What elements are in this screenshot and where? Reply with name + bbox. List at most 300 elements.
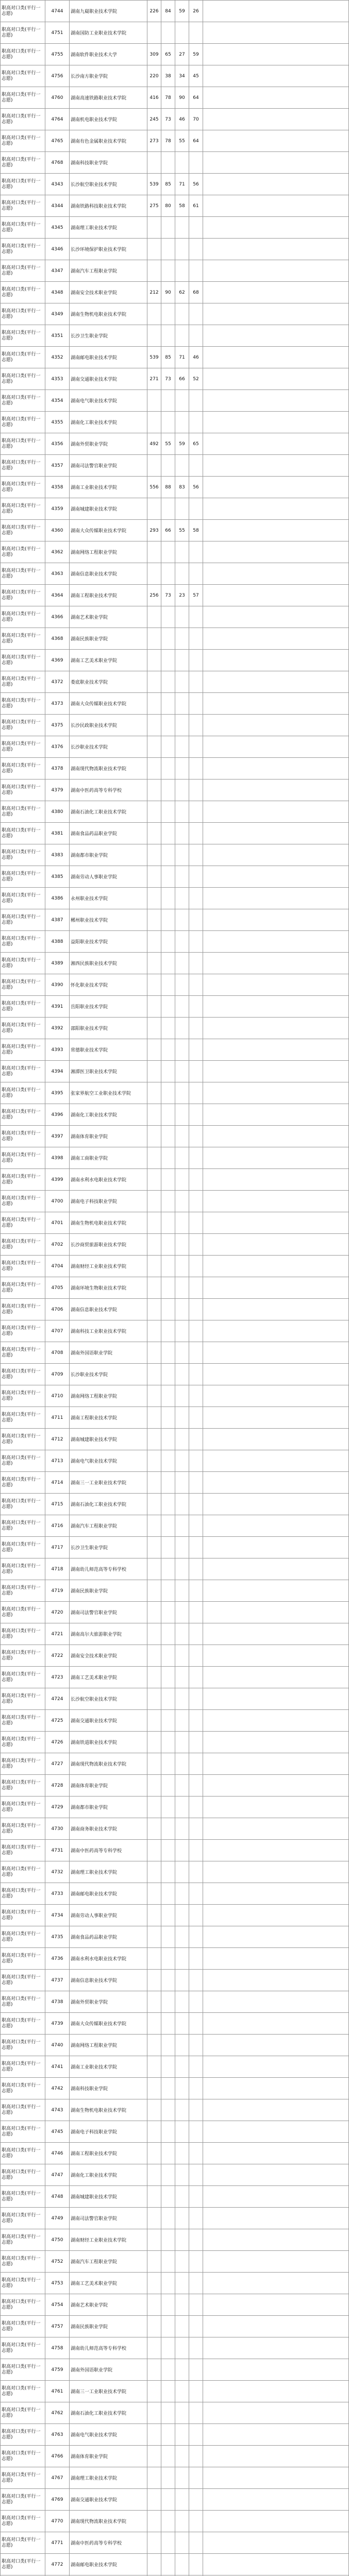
table-row <box>1 2489 349 2511</box>
batch-cell: 职高对口类(平行一志愿) <box>1 1948 45 1970</box>
math-cell <box>175 1558 189 1580</box>
note-cell <box>203 1883 349 1905</box>
english-cell <box>189 1082 203 1104</box>
batch-cell: 职高对口类(平行一志愿) <box>1 2467 45 2489</box>
school-cell: 湖南商务职业技术学院 <box>70 1818 147 1840</box>
school-cell: 永州职业技术学院 <box>70 888 147 909</box>
english-cell <box>189 412 203 433</box>
chinese-cell <box>161 1407 175 1429</box>
chinese-cell <box>161 1104 175 1126</box>
english-cell <box>189 1494 203 1515</box>
table-row <box>1 1905 349 1926</box>
table-row <box>1 368 349 390</box>
batch-cell: 职高对口类(平行一志愿) <box>1 303 45 325</box>
math-cell <box>175 2251 189 2273</box>
table-row <box>1 1645 349 1667</box>
school-cell: 长沙环境保护职业技术学院 <box>70 239 147 260</box>
school-cell: 湖南大众传媒职业技术学院 <box>70 520 147 541</box>
batch-cell: 职高对口类(平行一志愿) <box>1 1385 45 1407</box>
school-cell: 湖南交通职业技术学院 <box>70 1710 147 1732</box>
table-row <box>1 282 349 303</box>
school-cell: 湖南交通职业技术学院 <box>70 2489 147 2511</box>
code-cell: 4731 <box>45 1840 70 1861</box>
note-cell <box>203 1407 349 1429</box>
note-cell <box>203 433 349 455</box>
note-cell <box>203 2099 349 2121</box>
chinese-cell <box>161 1494 175 1515</box>
math-cell: 59 <box>175 433 189 455</box>
chinese-cell: 73 <box>161 368 175 390</box>
batch-cell: 职高对口类(平行一志愿) <box>1 1039 45 1061</box>
table-row <box>1 2186 349 2208</box>
math-cell <box>175 2554 189 2575</box>
table-row <box>1 2446 349 2467</box>
math-cell <box>175 1732 189 1753</box>
code-cell: 4398 <box>45 1147 70 1169</box>
batch-cell: 职高对口类(平行一志愿) <box>1 1515 45 1537</box>
batch-cell: 职高对口类(平行一志愿) <box>1 888 45 909</box>
english-cell <box>189 2446 203 2467</box>
score-cell <box>147 606 161 628</box>
school-cell: 湖南中医药高等专科学校 <box>70 1840 147 1861</box>
chinese-cell <box>161 2013 175 2035</box>
note-cell <box>203 2467 349 2489</box>
table-row <box>1 347 349 368</box>
note-cell <box>203 1970 349 1991</box>
english-cell <box>189 325 203 347</box>
batch-cell: 职高对口类(平行一志愿) <box>1 563 45 585</box>
school-cell: 湖南财经工业职业技术学院 <box>70 2229 147 2251</box>
table-row <box>1 1191 349 1212</box>
english-cell <box>189 1126 203 1147</box>
english-cell <box>189 2099 203 2121</box>
table-row <box>1 1061 349 1082</box>
chinese-cell <box>161 693 175 715</box>
table-row <box>1 325 349 347</box>
note-cell <box>203 2402 349 2424</box>
score-cell <box>147 2013 161 2035</box>
english-cell <box>189 1450 203 1472</box>
code-cell: 4751 <box>45 22 70 44</box>
school-cell: 湖南交通职业技术学院 <box>70 368 147 390</box>
note-cell <box>203 2489 349 2511</box>
english-cell <box>189 390 203 412</box>
school-cell: 长沙卫生职业学院 <box>70 325 147 347</box>
batch-cell: 职高对口类(平行一志愿) <box>1 1840 45 1861</box>
note-cell <box>203 412 349 433</box>
code-cell: 4723 <box>45 1667 70 1688</box>
note-cell <box>203 1753 349 1775</box>
code-cell: 4701 <box>45 1212 70 1234</box>
chinese-cell <box>161 715 175 736</box>
batch-cell: 职高对口类(平行一志愿) <box>1 715 45 736</box>
batch-cell: 职高对口类(平行一志愿) <box>1 109 45 130</box>
table-row <box>1 195 349 217</box>
batch-cell: 职高对口类(平行一志愿) <box>1 2251 45 2273</box>
table-row <box>1 1602 349 1623</box>
math-cell <box>175 2208 189 2229</box>
batch-cell: 职高对口类(平行一志愿) <box>1 1342 45 1364</box>
chinese-cell <box>161 628 175 650</box>
code-cell: 4746 <box>45 2143 70 2164</box>
code-cell: 4756 <box>45 65 70 87</box>
math-cell <box>175 498 189 520</box>
math-cell <box>175 1905 189 1926</box>
table-row <box>1 1861 349 1883</box>
table-row <box>1 1732 349 1753</box>
note-cell <box>203 1061 349 1082</box>
school-cell: 岳阳职业技术学院 <box>70 996 147 1018</box>
chinese-cell <box>161 260 175 282</box>
school-cell: 湖南体育职业学院 <box>70 1126 147 1147</box>
school-cell: 湖南外贸职业学院 <box>70 1991 147 2013</box>
code-cell: 4769 <box>45 2489 70 2511</box>
code-cell: 4395 <box>45 1082 70 1104</box>
table-row <box>1 1277 349 1299</box>
english-cell: 70 <box>189 109 203 130</box>
code-cell: 4388 <box>45 931 70 953</box>
batch-cell: 职高对口类(平行一志愿) <box>1 1537 45 1558</box>
english-cell <box>189 303 203 325</box>
note-cell <box>203 779 349 801</box>
english-cell <box>189 2511 203 2532</box>
math-cell <box>175 2467 189 2489</box>
score-cell <box>147 1991 161 2013</box>
chinese-cell <box>161 801 175 823</box>
code-cell: 4718 <box>45 1558 70 1580</box>
table-row <box>1 606 349 628</box>
batch-cell: 职高对口类(平行一志愿) <box>1 2359 45 2381</box>
table-row <box>1 1 349 22</box>
english-cell <box>189 844 203 866</box>
math-cell: 58 <box>175 195 189 217</box>
school-cell: 湖南科技职业学院 <box>70 152 147 174</box>
score-cell <box>147 22 161 44</box>
code-cell: 4344 <box>45 195 70 217</box>
code-cell: 4766 <box>45 2446 70 2467</box>
batch-cell: 职高对口类(平行一志愿) <box>1 736 45 758</box>
table-row <box>1 2554 349 2575</box>
english-cell <box>189 2337 203 2359</box>
score-cell: 539 <box>147 174 161 195</box>
chinese-cell <box>161 1450 175 1472</box>
chinese-cell: 85 <box>161 174 175 195</box>
english-cell <box>189 1039 203 1061</box>
note-cell <box>203 1667 349 1688</box>
english-cell <box>189 541 203 563</box>
english-cell <box>189 1861 203 1883</box>
note-cell <box>203 1082 349 1104</box>
chinese-cell <box>161 2381 175 2402</box>
school-cell: 长沙商贸旅游职业技术学院 <box>70 1234 147 1256</box>
table-row <box>1 1212 349 1234</box>
batch-cell: 职高对口类(平行一志愿) <box>1 87 45 109</box>
batch-cell: 职高对口类(平行一志愿) <box>1 1558 45 1580</box>
table-row <box>1 2337 349 2359</box>
code-cell: 4771 <box>45 2532 70 2554</box>
batch-cell: 职高对口类(平行一志愿) <box>1 217 45 239</box>
score-cell <box>147 1191 161 1212</box>
code-cell: 4764 <box>45 109 70 130</box>
code-cell: 4748 <box>45 2186 70 2208</box>
code-cell: 4733 <box>45 1883 70 1905</box>
school-cell: 湖南劳动人事职业学院 <box>70 1905 147 1926</box>
table-row <box>1 2273 349 2294</box>
math-cell <box>175 1212 189 1234</box>
table-row <box>1 2316 349 2337</box>
batch-cell: 职高对口类(平行一志愿) <box>1 1710 45 1732</box>
chinese-cell <box>161 1147 175 1169</box>
math-cell <box>175 844 189 866</box>
batch-cell: 职高对口类(平行一志愿) <box>1 758 45 779</box>
school-cell: 湖南铁路科技职业技术学院 <box>70 195 147 217</box>
math-cell <box>175 1082 189 1104</box>
batch-cell: 职高对口类(平行一志愿) <box>1 2381 45 2402</box>
chinese-cell <box>161 974 175 996</box>
chinese-cell <box>161 736 175 758</box>
code-cell: 4353 <box>45 368 70 390</box>
english-cell <box>189 2554 203 2575</box>
score-cell <box>147 2467 161 2489</box>
chinese-cell: 38 <box>161 65 175 87</box>
score-cell <box>147 736 161 758</box>
batch-cell: 职高对口类(平行一志愿) <box>1 152 45 174</box>
score-cell <box>147 1753 161 1775</box>
chinese-cell <box>161 1256 175 1277</box>
note-cell <box>203 1256 349 1277</box>
english-cell <box>189 779 203 801</box>
english-cell <box>189 2121 203 2143</box>
batch-cell: 职高对口类(平行一志愿) <box>1 1277 45 1299</box>
chinese-cell <box>161 1558 175 1580</box>
note-cell <box>203 1191 349 1212</box>
note-cell <box>203 1991 349 2013</box>
math-cell <box>175 1580 189 1602</box>
school-cell: 湖南现代物流职业技术学院 <box>70 1753 147 1775</box>
table-row <box>1 2208 349 2229</box>
batch-cell: 职高对口类(平行一志愿) <box>1 1883 45 1905</box>
note-cell <box>203 888 349 909</box>
math-cell <box>175 1407 189 1429</box>
code-cell: 4359 <box>45 498 70 520</box>
chinese-cell <box>161 455 175 477</box>
table-row <box>1 109 349 130</box>
batch-cell: 职高对口类(平行一志愿) <box>1 1407 45 1429</box>
code-cell: 4708 <box>45 1342 70 1364</box>
table-row <box>1 1753 349 1775</box>
school-cell: 娄底职业技术学院 <box>70 671 147 693</box>
note-cell <box>203 2121 349 2143</box>
school-cell: 湖南司法警官职业学院 <box>70 1602 147 1623</box>
english-cell <box>189 2035 203 2056</box>
table-row <box>1 1299 349 1320</box>
chinese-cell <box>161 844 175 866</box>
batch-cell: 职高对口类(平行一志愿) <box>1 2143 45 2164</box>
english-cell <box>189 953 203 974</box>
chinese-cell: 78 <box>161 87 175 109</box>
chinese-cell <box>161 2164 175 2186</box>
english-cell <box>189 1797 203 1818</box>
note-cell <box>203 1429 349 1450</box>
batch-cell: 职高对口类(平行一志愿) <box>1 1104 45 1126</box>
score-cell <box>147 412 161 433</box>
math-cell <box>175 2446 189 2467</box>
math-cell <box>175 693 189 715</box>
school-cell: 湖南理工职业技术学院 <box>70 2467 147 2489</box>
batch-cell: 职高对口类(平行一志愿) <box>1 693 45 715</box>
school-cell: 湖南民族职业学院 <box>70 1580 147 1602</box>
note-cell <box>203 1840 349 1861</box>
school-cell: 湖南大众传媒职业技术学院 <box>70 693 147 715</box>
math-cell <box>175 1191 189 1212</box>
note-cell <box>203 931 349 953</box>
batch-cell: 职高对口类(平行一志愿) <box>1 801 45 823</box>
english-cell <box>189 650 203 671</box>
batch-cell: 职高对口类(平行一志愿) <box>1 1688 45 1710</box>
batch-cell: 职高对口类(平行一志愿) <box>1 2273 45 2294</box>
english-cell: 58 <box>189 520 203 541</box>
school-cell: 湖南石油化工职业技术学院 <box>70 1494 147 1515</box>
school-cell: 邵阳职业技术学院 <box>70 1018 147 1039</box>
table-row <box>1 2035 349 2056</box>
code-cell: 4364 <box>45 585 70 606</box>
code-cell: 4378 <box>45 758 70 779</box>
code-cell: 4760 <box>45 87 70 109</box>
table-row <box>1 174 349 195</box>
math-cell <box>175 1623 189 1645</box>
math-cell <box>175 2424 189 2446</box>
score-cell: 226 <box>147 1 161 22</box>
score-cell <box>147 974 161 996</box>
table-row <box>1 585 349 606</box>
table-row <box>1 2099 349 2121</box>
code-cell: 4389 <box>45 953 70 974</box>
table-row <box>1 1537 349 1558</box>
math-cell <box>175 758 189 779</box>
score-cell <box>147 650 161 671</box>
school-cell: 湖南工程职业技术学院 <box>70 585 147 606</box>
batch-cell: 职高对口类(平行一志愿) <box>1 2056 45 2078</box>
note-cell <box>203 1450 349 1472</box>
batch-cell: 职高对口类(平行一志愿) <box>1 2554 45 2575</box>
table-row <box>1 1256 349 1277</box>
english-cell <box>189 1385 203 1407</box>
table-row <box>1 671 349 693</box>
math-cell: 71 <box>175 174 189 195</box>
batch-cell: 职高对口类(平行一志愿) <box>1 1494 45 1515</box>
math-cell <box>175 1342 189 1364</box>
code-cell: 4705 <box>45 1277 70 1299</box>
math-cell: 83 <box>175 477 189 498</box>
school-cell: 长沙航空职业技术学院 <box>70 1688 147 1710</box>
english-cell <box>189 1926 203 1948</box>
english-cell <box>189 1970 203 1991</box>
code-cell: 4712 <box>45 1429 70 1450</box>
batch-cell: 职高对口类(平行一志愿) <box>1 628 45 650</box>
math-cell <box>175 2056 189 2078</box>
note-cell <box>203 715 349 736</box>
school-cell: 湖南理工职业技术学院 <box>70 1861 147 1883</box>
table-row <box>1 152 349 174</box>
note-cell <box>203 2078 349 2099</box>
math-cell <box>175 260 189 282</box>
math-cell <box>175 931 189 953</box>
batch-cell: 职高对口类(平行一志愿) <box>1 1 45 22</box>
chinese-cell <box>161 1299 175 1320</box>
chinese-cell <box>161 606 175 628</box>
english-cell: 61 <box>189 195 203 217</box>
math-cell <box>175 2035 189 2056</box>
code-cell: 4739 <box>45 2013 70 2035</box>
school-cell: 湖南石油化工职业技术学院 <box>70 801 147 823</box>
math-cell <box>175 1450 189 1472</box>
school-cell: 长沙航空职业技术学院 <box>70 174 147 195</box>
score-cell <box>147 823 161 844</box>
table-row <box>1 2532 349 2554</box>
table-row <box>1 412 349 433</box>
score-cell <box>147 671 161 693</box>
batch-cell: 职高对口类(平行一志愿) <box>1 1147 45 1169</box>
table-row <box>1 130 349 152</box>
code-cell: 4354 <box>45 390 70 412</box>
table-row <box>1 1082 349 1104</box>
note-cell <box>203 520 349 541</box>
english-cell <box>189 671 203 693</box>
english-cell <box>189 715 203 736</box>
code-cell: 4390 <box>45 974 70 996</box>
table-row <box>1 1775 349 1797</box>
code-cell: 4767 <box>45 2467 70 2489</box>
score-cell <box>147 1818 161 1840</box>
math-cell <box>175 1277 189 1299</box>
batch-cell: 职高对口类(平行一志愿) <box>1 1926 45 1948</box>
table-row <box>1 2511 349 2532</box>
note-cell <box>203 1277 349 1299</box>
batch-cell: 职高对口类(平行一志愿) <box>1 2099 45 2121</box>
chinese-cell <box>161 2532 175 2554</box>
score-cell <box>147 1602 161 1623</box>
english-cell <box>189 1018 203 1039</box>
score-cell <box>147 1948 161 1970</box>
score-cell: 275 <box>147 195 161 217</box>
chinese-cell <box>161 1970 175 1991</box>
math-cell <box>175 2316 189 2337</box>
chinese-cell <box>161 1277 175 1299</box>
score-cell: 492 <box>147 433 161 455</box>
note-cell <box>203 1926 349 1948</box>
score-cell <box>147 1234 161 1256</box>
table-row <box>1 801 349 823</box>
table-row <box>1 2294 349 2316</box>
school-cell: 湖南软件职业技术大学 <box>70 44 147 65</box>
code-cell: 4716 <box>45 1515 70 1537</box>
note-cell <box>203 2446 349 2467</box>
math-cell <box>175 1429 189 1450</box>
math-cell <box>175 866 189 888</box>
school-cell: 湖南城建职业技术学院 <box>70 1429 147 1450</box>
note-cell <box>203 282 349 303</box>
chinese-cell <box>161 2511 175 2532</box>
chinese-cell <box>161 1364 175 1385</box>
math-cell <box>175 2186 189 2208</box>
math-cell <box>175 1818 189 1840</box>
chinese-cell <box>161 1320 175 1342</box>
school-cell: 湖南生物机电职业技术学院 <box>70 1212 147 1234</box>
chinese-cell <box>161 2337 175 2359</box>
score-cell <box>147 2359 161 2381</box>
score-cell <box>147 2489 161 2511</box>
code-cell: 4391 <box>45 996 70 1018</box>
